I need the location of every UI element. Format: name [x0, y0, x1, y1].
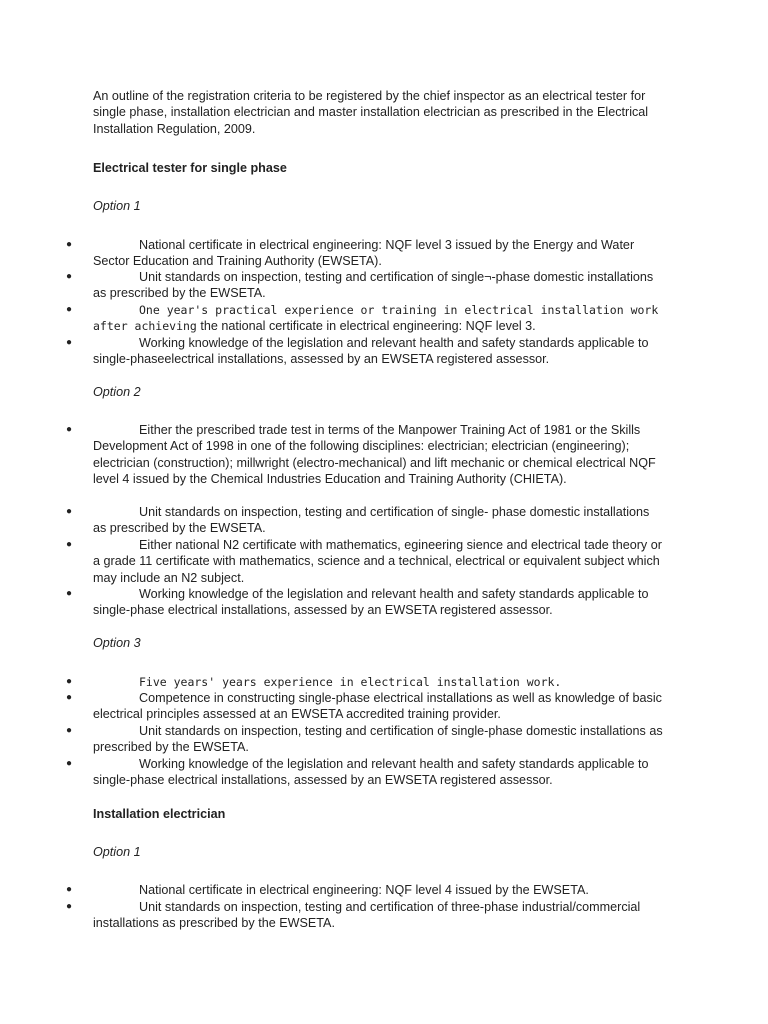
list-item-text: Unit standards on inspection, testing and certification of single¬-phase domestic	[139, 270, 584, 284]
bullet-icon: ●	[66, 725, 73, 736]
list-item	[66, 882, 663, 898]
list-item-text-cont: installations as prescribed by the EWSETA.	[93, 505, 650, 536]
option-label: Option 1	[93, 845, 141, 859]
list-item	[66, 537, 663, 586]
option-label: Option 1	[93, 199, 141, 213]
list-item-text-cont: basic electrical principles assessed at an EWSETA accredited training provider.	[93, 691, 662, 722]
intro-paragraph: An outline of the registration criteria to be registered by the chief inspector as an electrical tester for single phase, installation electrician and master installation electrician as prescribed in the Electrical Installation Regulation, 2009.	[93, 89, 649, 136]
list-item-text: Either the prescribed trade test in terms of the Manpower Training Act of 1981 or the	[139, 423, 608, 437]
list-item-text: Working knowledge of the legislation and relevant health and safety standards applicable	[139, 587, 635, 601]
list-item	[66, 302, 663, 335]
list-item-text-cont: to single-phase electrical installations, assessed by an EWSETA registered assessor.	[93, 757, 649, 788]
bullet-icon: ●	[66, 676, 73, 687]
list-item-text-cont: installations as prescribed by the EWSETA.	[93, 270, 654, 301]
bullet-icon: ●	[66, 337, 73, 348]
list-item	[66, 690, 663, 723]
list-item	[66, 269, 663, 302]
list-item	[66, 756, 663, 789]
list-item-text-cont: Skills Development Act of 1998 in one of the following disciplines: electrician; electrician (engineering); electrician (construction); millwright (electro-mechanical) and lift mechanic or chemical electrical NQF level 4 issued by the Chemical Industries Education and Training Authority (CHIETA).	[93, 423, 656, 487]
list-item-text: National certificate in electrical engineering: NQF level 4 issued by the EWSETA.	[139, 883, 589, 897]
list-item	[66, 237, 663, 270]
bullet-icon: ●	[66, 271, 73, 282]
bullet-icon: ●	[66, 239, 73, 250]
list-item	[66, 899, 663, 932]
list-item-text: Working knowledge of the legislation and relevant health and safety standards applicable	[139, 336, 635, 350]
bullet-icon: ●	[66, 424, 73, 435]
list-item-text-cont: to single-phaseelectrical installations, assessed by an EWSETA registered assessor.	[93, 336, 649, 367]
list-item-text: Unit standards on inspection, testing and certification of three-phase	[139, 900, 519, 914]
list-item-text-cont: Sector Education and Training Authority (EWSETA).	[93, 254, 382, 269]
list-item-text: Competence in constructing single-phase electrical installations as well as knowledge of	[139, 691, 630, 705]
list-item-text: One year's practical experience or training in electrical installation work after achieving	[93, 303, 659, 334]
bullet-icon: ●	[66, 758, 73, 769]
list-item-text: Either national N2 certificate with mathematics, egineering sience and electrical tade	[139, 538, 609, 552]
list-item-text: Working knowledge of the legislation and relevant health and safety standards applicable	[139, 757, 635, 771]
bullet-icon: ●	[66, 588, 73, 599]
bullet-icon: ●	[66, 506, 73, 517]
list-item	[66, 674, 663, 690]
list-item-text: Unit standards on inspection, testing and certification of single-phase domestic	[139, 724, 577, 738]
list-item-text-cont: to single-phase electrical installations, assessed by an EWSETA registered assessor.	[93, 587, 649, 618]
list-item	[66, 723, 663, 756]
list-item-text: National certificate in electrical engineering: NQF level 3 issued by the Energy and Water	[139, 238, 635, 252]
list-item-text-cont: installations as prescribed by the EWSETA.	[93, 724, 663, 755]
bullet-icon: ●	[66, 539, 73, 550]
list-item-text-cont: the national certificate in electrical engineering: NQF level 3.	[200, 319, 536, 334]
list-item	[66, 586, 663, 619]
bullet-icon: ●	[66, 884, 73, 895]
bullet-icon: ●	[66, 304, 73, 315]
option-label: Option 2	[93, 385, 141, 399]
section-heading: Installation electrician	[93, 807, 226, 821]
list-item-text: Five years' years experience in electrical installation work.	[139, 675, 562, 689]
option-label: Option 3	[93, 636, 141, 650]
section-heading: Electrical tester for single phase	[93, 161, 287, 175]
bullet-icon: ●	[66, 692, 73, 703]
list-item-text-cont: industrial/commercial installations as prescribed by the EWSETA.	[93, 900, 641, 931]
list-item-text-cont: theory or a grade 11 certificate with mathematics, science and a technical, electrical or equivalent subject which may include an N2 subject.	[93, 538, 662, 585]
list-item	[66, 422, 663, 488]
list-item	[66, 504, 663, 537]
list-item-text: Unit standards on inspection, testing and certification of single- phase domestic	[139, 505, 581, 519]
list-item	[66, 335, 663, 368]
bullet-icon: ●	[66, 901, 73, 912]
